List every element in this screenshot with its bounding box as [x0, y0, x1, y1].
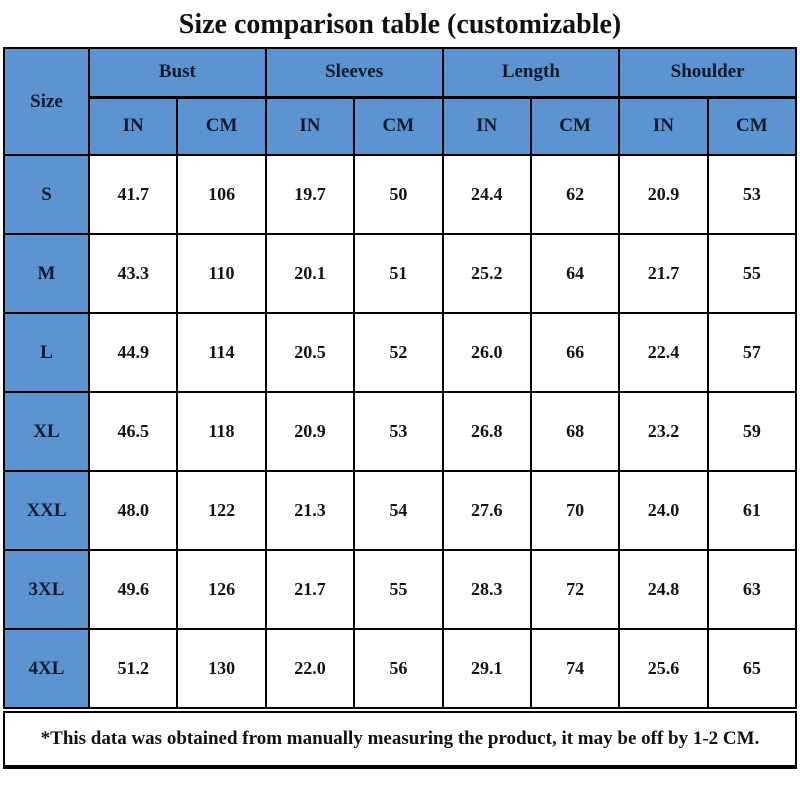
value-cell: 57	[708, 313, 796, 392]
value-cell: 51.2	[89, 629, 177, 708]
value-cell: 65	[708, 629, 796, 708]
size-cell: 4XL	[4, 629, 89, 708]
value-cell: 20.1	[266, 234, 354, 313]
value-cell: 63	[708, 550, 796, 629]
size-cell: L	[4, 313, 89, 392]
value-cell: 50	[354, 155, 442, 234]
value-cell: 110	[177, 234, 265, 313]
value-cell: 49.6	[89, 550, 177, 629]
value-cell: 68	[531, 392, 619, 471]
table-row	[4, 471, 796, 550]
value-cell: 19.7	[266, 155, 354, 234]
value-cell: 70	[531, 471, 619, 550]
value-cell: 118	[177, 392, 265, 471]
value-cell: 55	[708, 234, 796, 313]
value-cell: 53	[354, 392, 442, 471]
value-cell: 21.3	[266, 471, 354, 550]
value-cell: 61	[708, 471, 796, 550]
value-cell: 114	[177, 313, 265, 392]
unit-header-sleeves-in: IN	[266, 97, 354, 155]
column-group-length: Length	[443, 48, 620, 97]
size-comparison-table	[3, 47, 797, 709]
value-cell: 72	[531, 550, 619, 629]
size-cell: S	[4, 155, 89, 234]
value-cell: 55	[354, 550, 442, 629]
value-cell: 25.6	[619, 629, 707, 708]
size-cell: 3XL	[4, 550, 89, 629]
value-cell: 24.0	[619, 471, 707, 550]
value-cell: 26.0	[443, 313, 531, 392]
value-cell: 23.2	[619, 392, 707, 471]
table-header	[4, 48, 796, 155]
table-row	[4, 155, 796, 234]
table-row	[4, 629, 796, 708]
value-cell: 53	[708, 155, 796, 234]
value-cell: 43.3	[89, 234, 177, 313]
table-body	[4, 155, 796, 708]
page-title: Size comparison table (customizable)	[178, 9, 622, 40]
unit-header-bust-in: IN	[89, 97, 177, 155]
value-cell: 20.5	[266, 313, 354, 392]
unit-header-length-cm: CM	[531, 97, 619, 155]
value-cell: 54	[354, 471, 442, 550]
column-group-shoulder: Shoulder	[619, 48, 796, 97]
value-cell: 21.7	[619, 234, 707, 313]
value-cell: 21.7	[266, 550, 354, 629]
value-cell: 29.1	[443, 629, 531, 708]
table-row	[4, 550, 796, 629]
footnote-box	[3, 711, 797, 769]
header-group-row	[4, 48, 796, 97]
value-cell: 59	[708, 392, 796, 471]
unit-header-sleeves-cm: CM	[354, 97, 442, 155]
value-cell: 51	[354, 234, 442, 313]
column-group-bust: Bust	[89, 48, 266, 97]
size-cell: M	[4, 234, 89, 313]
value-cell: 126	[177, 550, 265, 629]
table-row	[4, 392, 796, 471]
value-cell: 66	[531, 313, 619, 392]
value-cell: 24.8	[619, 550, 707, 629]
value-cell: 106	[177, 155, 265, 234]
value-cell: 26.8	[443, 392, 531, 471]
value-cell: 27.6	[443, 471, 531, 550]
value-cell: 46.5	[89, 392, 177, 471]
unit-header-shoulder-cm: CM	[708, 97, 796, 155]
value-cell: 130	[177, 629, 265, 708]
size-cell: XXL	[4, 471, 89, 550]
value-cell: 22.0	[266, 629, 354, 708]
value-cell: 24.4	[443, 155, 531, 234]
value-cell: 56	[354, 629, 442, 708]
value-cell: 22.4	[619, 313, 707, 392]
value-cell: 122	[177, 471, 265, 550]
unit-header-bust-cm: CM	[177, 97, 265, 155]
value-cell: 44.9	[89, 313, 177, 392]
footnote-text: *This data was obtained from manually measuring the product, it may be off by 1-2 CM.	[40, 728, 760, 749]
size-column-header: Size	[4, 48, 89, 155]
size-cell: XL	[4, 392, 89, 471]
value-cell: 52	[354, 313, 442, 392]
value-cell: 41.7	[89, 155, 177, 234]
table-row	[4, 313, 796, 392]
value-cell: 64	[531, 234, 619, 313]
header-unit-row	[4, 97, 796, 155]
value-cell: 74	[531, 629, 619, 708]
unit-header-length-in: IN	[443, 97, 531, 155]
value-cell: 20.9	[619, 155, 707, 234]
value-cell: 20.9	[266, 392, 354, 471]
value-cell: 28.3	[443, 550, 531, 629]
value-cell: 25.2	[443, 234, 531, 313]
table-row	[4, 234, 796, 313]
column-group-sleeves: Sleeves	[266, 48, 443, 97]
value-cell: 62	[531, 155, 619, 234]
value-cell: 48.0	[89, 471, 177, 550]
unit-header-shoulder-in: IN	[619, 97, 707, 155]
